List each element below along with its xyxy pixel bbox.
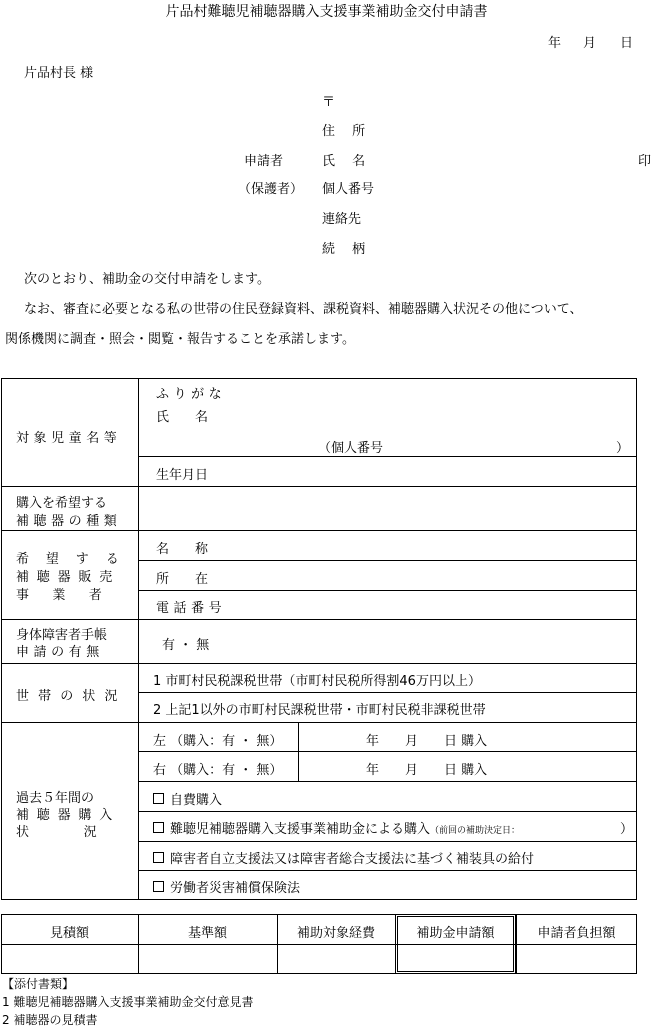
vendor-label-2: 補聴器販売 <box>16 570 121 585</box>
device-type-label-1: 購入を希望する <box>16 496 108 511</box>
birth-date-label: 生年月日 <box>156 468 209 483</box>
furigana-label: ふりがな <box>156 387 227 402</box>
attachments-heading: 【添付書類】 <box>2 977 75 991</box>
body-text-line2: なお、審査に必要となる私の世帯の住民登録資料、課税資料、補聴器購入状況その他について、 <box>24 302 583 317</box>
checkbox-icon <box>153 881 164 892</box>
vendor-label-3: 事業者 <box>16 588 126 603</box>
handbook-value: 有 ・ 無 <box>162 638 210 653</box>
vendor-address-label: 所 在 <box>156 572 209 587</box>
applicant-role-label: 申請者 <box>244 154 284 169</box>
attachment-item-1: 1 難聴児補聴器購入支援事業補助金交付意見書 <box>2 995 254 1009</box>
cost-estimate-header: 見積額 <box>49 926 89 941</box>
left-ear-purchase: 左 （購入：有 ・ 無） <box>153 734 283 749</box>
history-option-1[interactable]: 自費購入 <box>153 789 222 808</box>
checkbox-icon <box>153 793 164 804</box>
history-option-2[interactable]: 難聴児補聴器購入支援事業補助金による購入（前回の補助決定日： <box>153 818 520 837</box>
history-option-4[interactable]: 労働者災害補償保険法 <box>153 877 300 896</box>
vendor-name-label: 名 称 <box>156 542 209 557</box>
date-year: 年 <box>548 36 562 51</box>
handbook-label-1: 身体障害者手帳 <box>16 628 108 643</box>
child-name-label: 氏 名 <box>156 410 209 425</box>
checkbox-icon <box>153 852 164 863</box>
postal-mark: 〒 <box>322 95 336 110</box>
applicant-address-label: 住 所 <box>322 124 366 139</box>
history-option-2-close: ） <box>620 822 634 837</box>
applicant-relationship-label: 続 柄 <box>322 242 366 257</box>
applicant-name-label: 氏 名 <box>322 154 366 169</box>
attachment-item-2: 2 補聴器の見積書 <box>2 1013 98 1027</box>
document-title: 片品村難聴児補聴器購入支援事業補助金交付申請書 <box>165 4 488 20</box>
left-ear-purchase-date: 年 月 日 購入 <box>366 734 488 749</box>
child-label: 対象児童名等 <box>16 431 122 446</box>
date-day: 日 <box>620 36 634 51</box>
cost-requested-header: 補助金申請額 <box>416 926 495 941</box>
history-label-1: 過去５年間の <box>16 791 95 806</box>
vendor-label-1: 希望する <box>16 552 136 567</box>
seal-mark: 印 <box>638 154 652 169</box>
cost-eligible-header: 補助対象経費 <box>296 926 375 941</box>
body-text-line1: 次のとおり、補助金の交付申請をします。 <box>24 272 270 287</box>
household-option-2: 2 上記1以外の市町村民課税世帯・市町村民税非課税世帯 <box>153 703 486 718</box>
child-personal-number-label: （個人番号 <box>318 441 384 456</box>
child-personal-number-close: ） <box>616 441 630 456</box>
cost-standard-header: 基準額 <box>187 926 227 941</box>
right-ear-purchase-date: 年 月 日 購入 <box>366 763 488 778</box>
applicant-contact-label: 連絡先 <box>322 212 362 227</box>
history-option-3[interactable]: 障害者自立支援法又は障害者総合支援法に基づく補装具の給付 <box>153 848 534 867</box>
checkbox-icon <box>153 822 164 833</box>
cost-applicant-burden-header: 申請者負担額 <box>537 926 616 941</box>
applicant-personal-number-label: 個人番号 <box>322 182 375 197</box>
guardian-label: （保護者） <box>238 182 304 197</box>
device-type-label-2: 補聴器の種類 <box>16 514 122 529</box>
history-label-3: 状況 <box>16 825 152 840</box>
addressee: 片品村長 様 <box>24 66 94 81</box>
body-text-line3: 関係機関に調査・照会・閲覧・報告することを承諾します。 <box>5 332 355 347</box>
date-month: 月 <box>583 36 597 51</box>
household-option-1: 1 市町村民税課税世帯（市町村民税所得割46万円以上） <box>153 674 481 689</box>
household-label: 世帯の状況 <box>16 689 127 704</box>
handbook-label-2: 申請の有無 <box>16 645 104 660</box>
vendor-phone-label: 電話番号 <box>156 601 227 616</box>
history-label-2: 補聴器購入 <box>16 808 121 823</box>
right-ear-purchase: 右 （購入：有 ・ 無） <box>153 763 283 778</box>
